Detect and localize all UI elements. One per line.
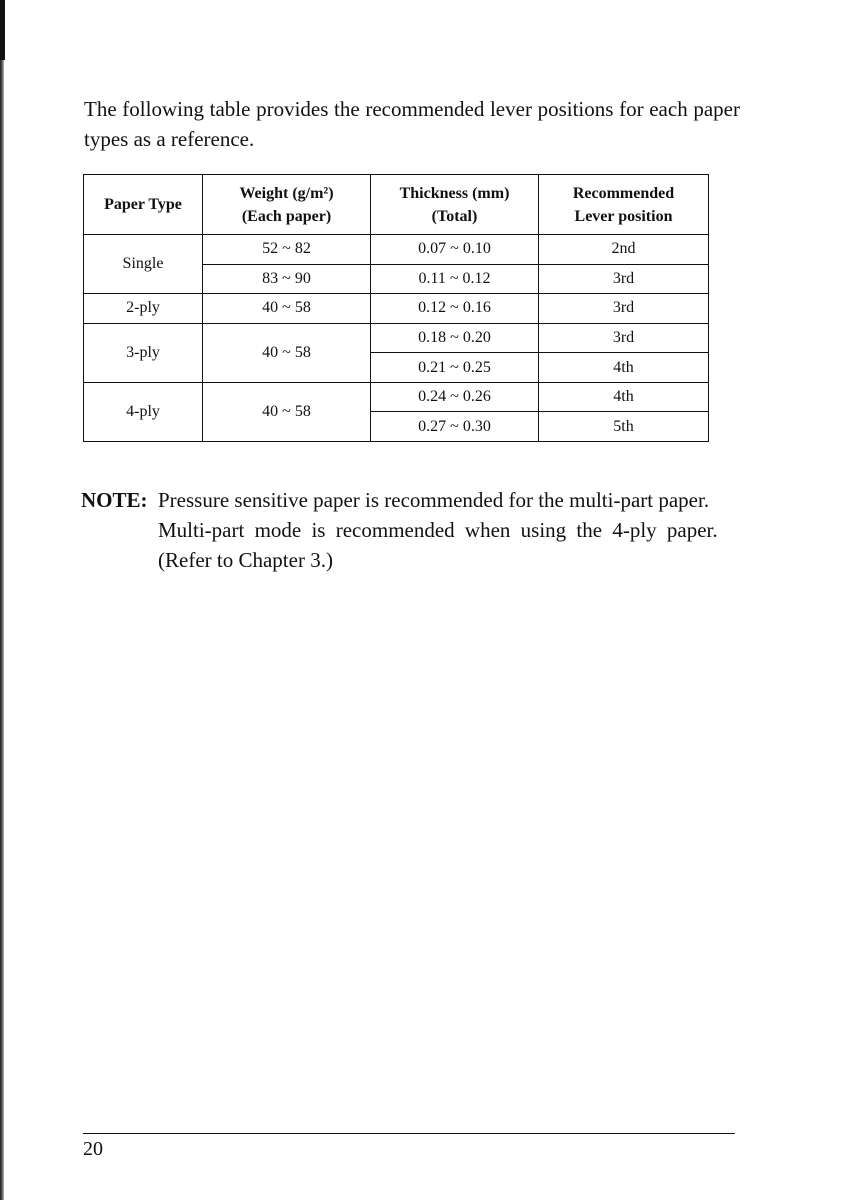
cell-lever: 3rd	[539, 264, 709, 294]
table-header-row	[84, 175, 709, 235]
cell-paper-type: 2-ply	[84, 294, 203, 324]
header-weight-line2: (Each paper)	[241, 207, 332, 225]
cell-lever: 3rd	[539, 323, 709, 353]
footer-rule	[83, 1133, 735, 1134]
cell-lever: 5th	[539, 412, 709, 442]
cell-thickness: 0.07 ~ 0.10	[371, 235, 539, 265]
note-line-3: (Refer to Chapter 3.)	[158, 548, 333, 572]
cell-weight: 40 ~ 58	[203, 323, 371, 382]
cell-weight: 52 ~ 82	[203, 235, 371, 265]
header-lever	[539, 175, 709, 235]
cell-thickness: 0.21 ~ 0.25	[371, 353, 539, 383]
cell-thickness: 0.11 ~ 0.12	[371, 264, 539, 294]
cell-weight: 40 ~ 58	[203, 294, 371, 324]
intro-paragraph: The following table provides the recommended lever positions for each paper types as a reference.	[84, 97, 740, 151]
cell-lever: 2nd	[539, 235, 709, 265]
header-lever-line2: Lever position	[574, 207, 673, 225]
table-row	[84, 323, 709, 353]
header-weight-line1: Weight (g/m²)	[239, 184, 334, 202]
header-paper-type: Paper Type	[84, 175, 203, 235]
cell-paper-type: 3-ply	[84, 323, 203, 382]
cell-lever: 3rd	[539, 294, 709, 324]
cell-weight: 83 ~ 90	[203, 264, 371, 294]
cell-paper-type: 4-ply	[84, 382, 203, 441]
header-lever-line1: Recommended	[572, 184, 675, 202]
cell-lever: 4th	[539, 353, 709, 383]
cell-thickness: 0.12 ~ 0.16	[371, 294, 539, 324]
cell-lever: 4th	[539, 382, 709, 412]
table-row	[84, 235, 709, 265]
cell-paper-type: Single	[84, 235, 203, 294]
cell-thickness: 0.24 ~ 0.26	[371, 382, 539, 412]
header-thickness	[371, 175, 539, 235]
header-weight	[203, 175, 371, 235]
page-number: 20	[83, 1138, 103, 1160]
note-label: NOTE:	[81, 488, 148, 512]
header-thickness-line1: Thickness (mm)	[399, 184, 510, 202]
binding-shadow	[0, 0, 5, 60]
note-line-1: Pressure sensitive paper is recommended for the multi-part paper.	[158, 488, 710, 512]
cell-weight: 40 ~ 58	[203, 382, 371, 441]
cell-thickness: 0.18 ~ 0.20	[371, 323, 539, 353]
table-row	[84, 382, 709, 412]
lever-position-table	[83, 174, 709, 442]
binding-edge	[0, 0, 4, 1200]
note-line-2: Multi-part mode is recommended when using the 4-ply paper.	[158, 518, 718, 542]
cell-thickness: 0.27 ~ 0.30	[371, 412, 539, 442]
header-thickness-line2: (Total)	[431, 207, 478, 225]
table-row	[84, 294, 709, 324]
